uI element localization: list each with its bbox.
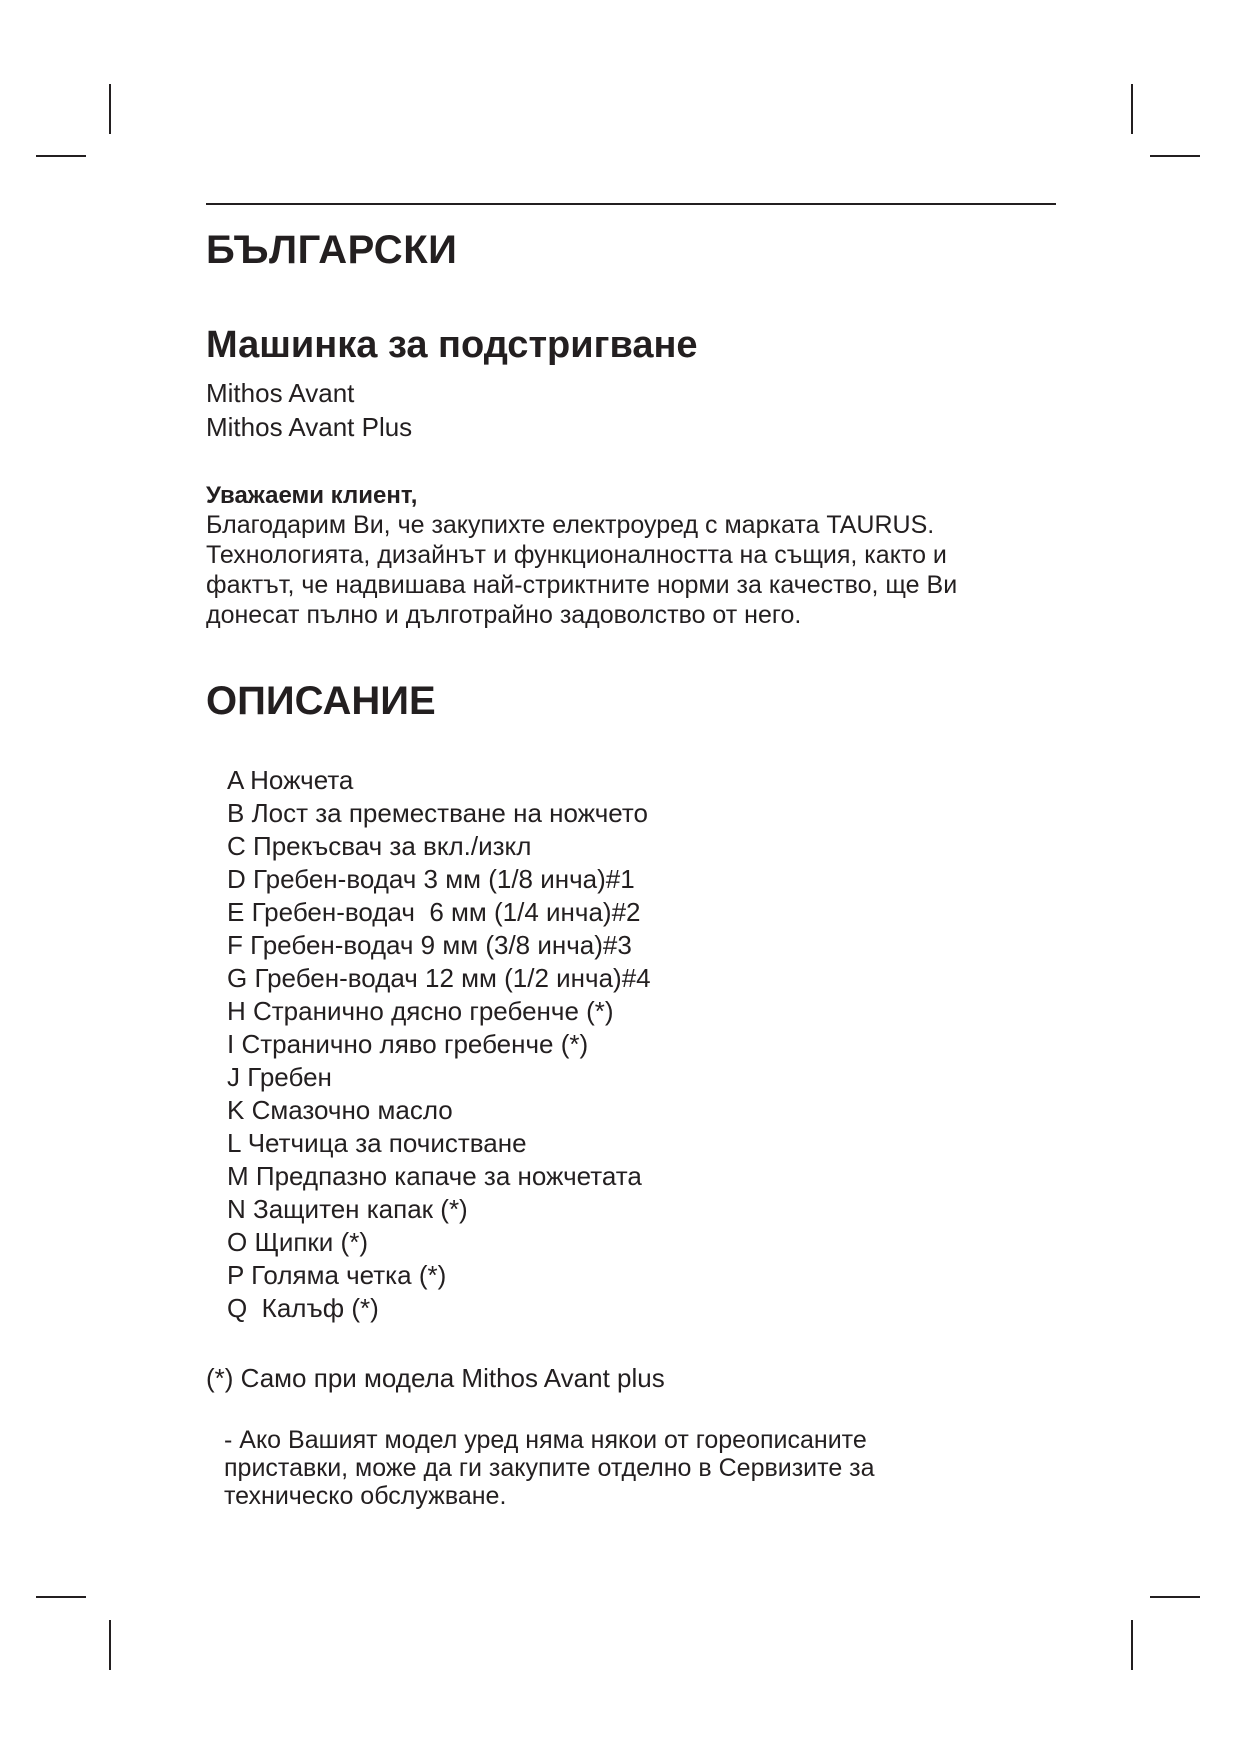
parts-list-item: G Гребен-водач 12 мм (1/2 инча)#4 [227,963,651,993]
parts-list-item: E Гребен-водач 6 мм (1/4 инча)#2 [227,897,641,927]
crop-mark-top-left-horizontal [36,155,86,157]
crop-mark-top-right-horizontal [1150,155,1200,157]
parts-list-item: I Странично ляво гребенче (*) [227,1029,589,1059]
parts-list-item: O Щипки (*) [227,1227,368,1257]
intro-line: фактът, че надвишава най-стриктните норми за качество, ще Ви [206,571,958,599]
parts-list-item: J Гребен [227,1062,332,1092]
parts-list-item: H Странично дясно гребенче (*) [227,996,614,1026]
parts-list-item: C Прекъсвач за вкл./изкл [227,831,532,861]
parts-list [227,764,651,1325]
description-heading: ОПИСАНИЕ [206,679,436,723]
accessory-note-line: приставки, може да ги закупите отделно в Сервизите за [224,1454,875,1482]
crop-mark-top-left-vertical [109,84,111,134]
parts-list-item: N Защитен капак (*) [227,1194,468,1224]
crop-mark-bottom-left-horizontal [36,1596,86,1598]
intro-line: донесат пълно и дълготрайно задоволство от него. [206,601,802,629]
product-title: Машинка за подстригване [206,324,698,366]
greeting: Уважаеми клиент, [206,482,418,509]
parts-list-item: F Гребен-водач 9 мм (3/8 инча)#3 [227,930,632,960]
parts-list-item: A Ножчета [227,765,354,795]
language-heading: БЪЛГАРСКИ [206,228,458,272]
crop-mark-top-right-vertical [1131,84,1133,134]
intro-line: Технологията, дизайнът и функционалността на същия, както и [206,541,947,569]
footnote: (*) Само при модела Mithos Avant plus [206,1363,665,1393]
accessory-note-line: - Ако Вашият модел уред няма някои от гореописаните [224,1426,867,1454]
parts-list-item: K Смазочно масло [227,1095,453,1125]
parts-list-item: Q Калъф (*) [227,1293,379,1323]
header-rule [206,203,1056,205]
parts-list-item: B Лост за преместване на ножчето [227,798,648,828]
crop-mark-bottom-right-vertical [1131,1620,1133,1670]
parts-list-item: L Четчица за почистване [227,1128,527,1158]
intro-line: Благодарим Ви, че закупихте електроуред с марката TAURUS. [206,511,935,539]
accessory-note [224,1426,1004,1510]
parts-list-item: P Голяма четка (*) [227,1260,447,1290]
model-name: Mithos Avant [206,378,355,408]
intro-paragraph [206,510,1056,630]
crop-mark-bottom-left-vertical [109,1620,111,1670]
accessory-note-line: техническо обслужване. [224,1482,507,1510]
model-name: Mithos Avant Plus [206,412,413,442]
parts-list-item: D Гребен-водач 3 мм (1/8 инча)#1 [227,864,635,894]
crop-mark-bottom-right-horizontal [1150,1596,1200,1598]
parts-list-item: M Предпазно капаче за ножчетата [227,1161,642,1191]
